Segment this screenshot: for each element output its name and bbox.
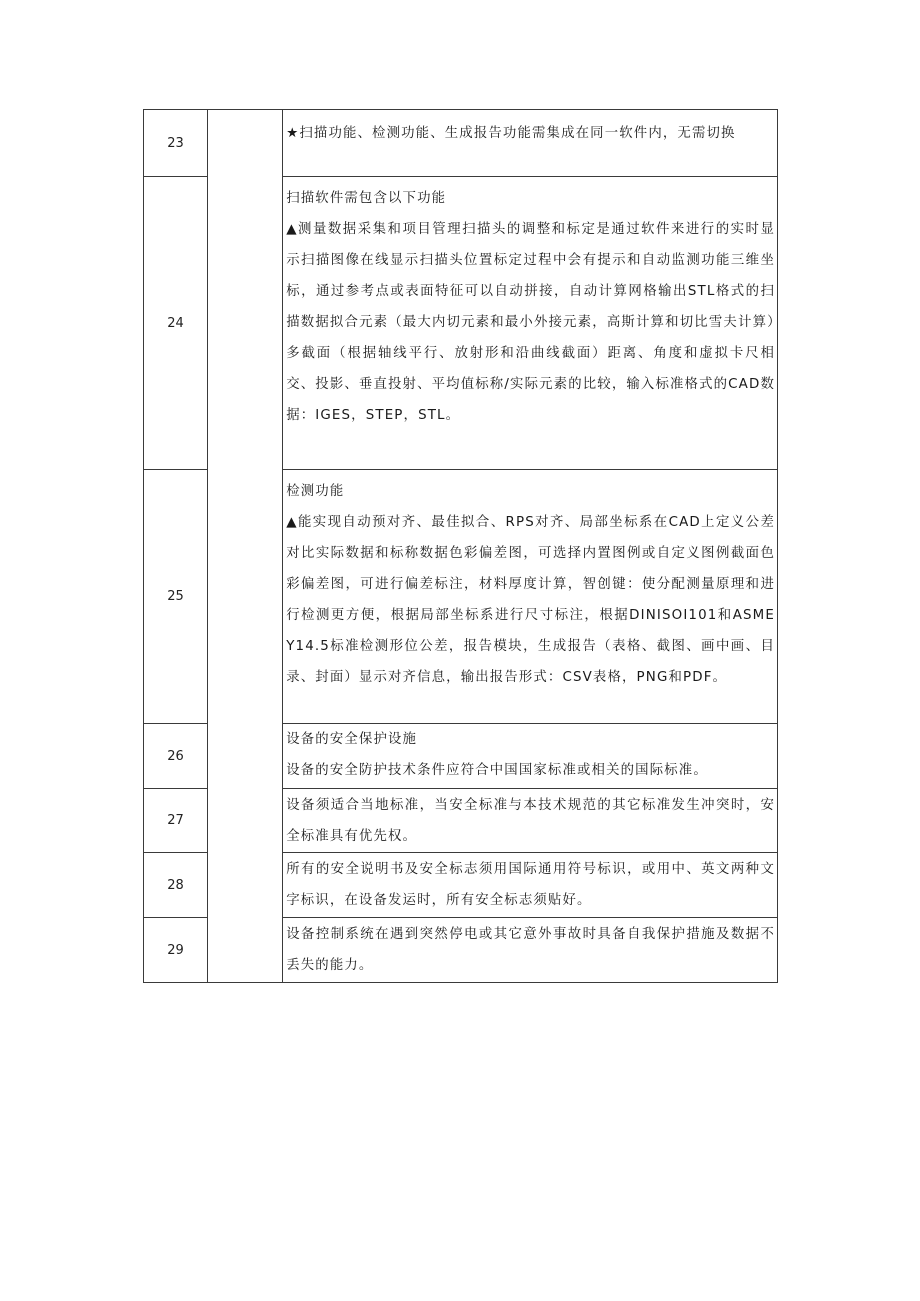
section-heading: 设备的安全保护设施 [286,732,418,747]
section-heading: 检测功能 [286,484,345,499]
row-number: 24 [144,177,208,470]
row-content [283,110,778,177]
requirement-text: 设备控制系统在遇到突然停电或其它意外事故时具备自我保护措施及数据不丢失的能力。 [286,927,775,973]
row-number: 27 [144,789,208,853]
row-content [283,724,778,789]
row-content [283,470,778,724]
spec-table [143,109,778,983]
requirement-text: ▲能实现自动预对齐、最佳拟合、RPS对齐、局部坐标系在CAD上定义公差对比实际数据和标称数据色彩偏差图，可选择内置图例或自定义图例截面色彩偏差图，可进行偏差标注，材料厚度计算，智创键：使分配测量原理和进行检测更方便，根据局部坐标系进行尺寸标注，根据DINISOI101和ASMEY14.5标准检测形位公差，报告模块，生成报告（表格、截图、画中画、目录、封面）显示对齐信息，输出报告形式：CSV表格，PNG和PDF。 [286,515,775,685]
requirement-text: 设备的安全防护技术条件应符合中国国家标准或相关的国际标准。 [286,763,708,778]
requirement-text: ★扫描功能、检测功能、生成报告功能需集成在同一软件内，无需切换 [286,126,736,141]
table-row [144,110,778,177]
row-content [283,918,778,983]
row-number: 26 [144,724,208,789]
requirement-text: ▲测量数据采集和项目管理扫描头的调整和标定是通过软件来进行的实时显示扫描图像在线显示扫描头位置标定过程中会有提示和自动监测功能三维坐标，通过参考点或表面特征可以自动拼接，自动计算网格输出STL格式的扫描数据拟合元素（最大内切元素和最小外接元素，高斯计算和切比雪夫计算）多截面（根据轴线平行、放射形和沿曲线截面）距离、角度和虚拟卡尺相交、投影、垂直投射、平均值标称/实际元素的比较，输入标准格式的CAD数据：IGES，STEP，STL。 [286,222,775,423]
merged-blank-cell [208,110,283,983]
row-content [283,789,778,853]
row-content [283,177,778,470]
row-content [283,853,778,918]
requirement-text: 所有的安全说明书及安全标志须用国际通用符号标识，或用中、英文两种文字标识，在设备发运时，所有安全标志须贴好。 [286,862,775,908]
row-number: 23 [144,110,208,177]
row-number: 25 [144,470,208,724]
row-number: 28 [144,853,208,918]
row-number: 29 [144,918,208,983]
section-heading: 扫描软件需包含以下功能 [286,191,447,206]
requirement-text: 设备须适合当地标准，当安全标准与本技术规范的其它标准发生冲突时，安全标准具有优先权。 [286,798,775,844]
